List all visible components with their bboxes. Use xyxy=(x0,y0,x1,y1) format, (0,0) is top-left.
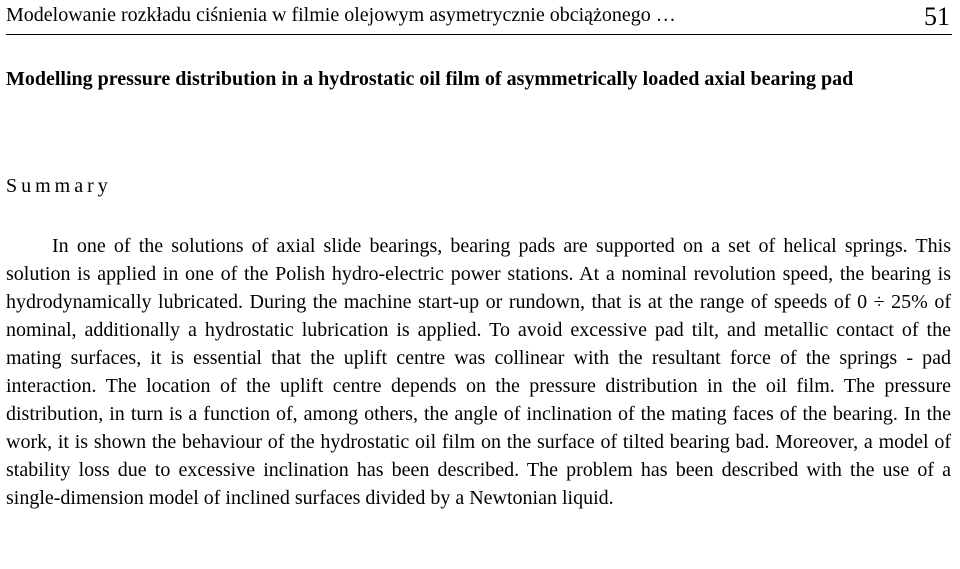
running-header xyxy=(6,0,952,35)
page-number: 51 xyxy=(924,2,950,31)
paper-title: Modelling pressure distribution in a hydrostatic oil film of asymmetrically loaded axial bearing pad xyxy=(6,68,854,90)
summary-heading: Summary xyxy=(6,175,112,197)
running-title: Modelowanie rozkładu ciśnienia w filmie olejowym asymetrycznie obciążonego … xyxy=(6,4,676,26)
summary-text: In one of the solutions of axial slide bearings, bearing pads are supported on a set of helical springs. This solution is applied in one of the Polish hydro-electric power stations. At a nominal revolution speed, the bearing is hydrodynamically lubricated. During the machine start-up or rundown, that is at the range of speeds of 0 ÷ 25% of nominal, additionally a hydrostatic lubrication is applied. To avoid excessive pad tilt, and metallic contact of the mating surfaces, it is essential that the uplift centre was collinear with the resultant force of the springs - pad interaction. The location of the uplift centre depends on the pressure distribution in the oil film. The pressure distribution, in turn is a function of, among others, the angle of inclination of the mating faces of the bearing. In the work, it is shown the behaviour of the hydrostatic oil film on the surface of tilted bearing bad. Moreover, a model of stability loss due to excessive inclination has been described. The problem has been described with the use of a single-dimension model of inclined surfaces divided by a Newtonian liquid. xyxy=(6,235,951,509)
summary-body xyxy=(6,232,951,512)
